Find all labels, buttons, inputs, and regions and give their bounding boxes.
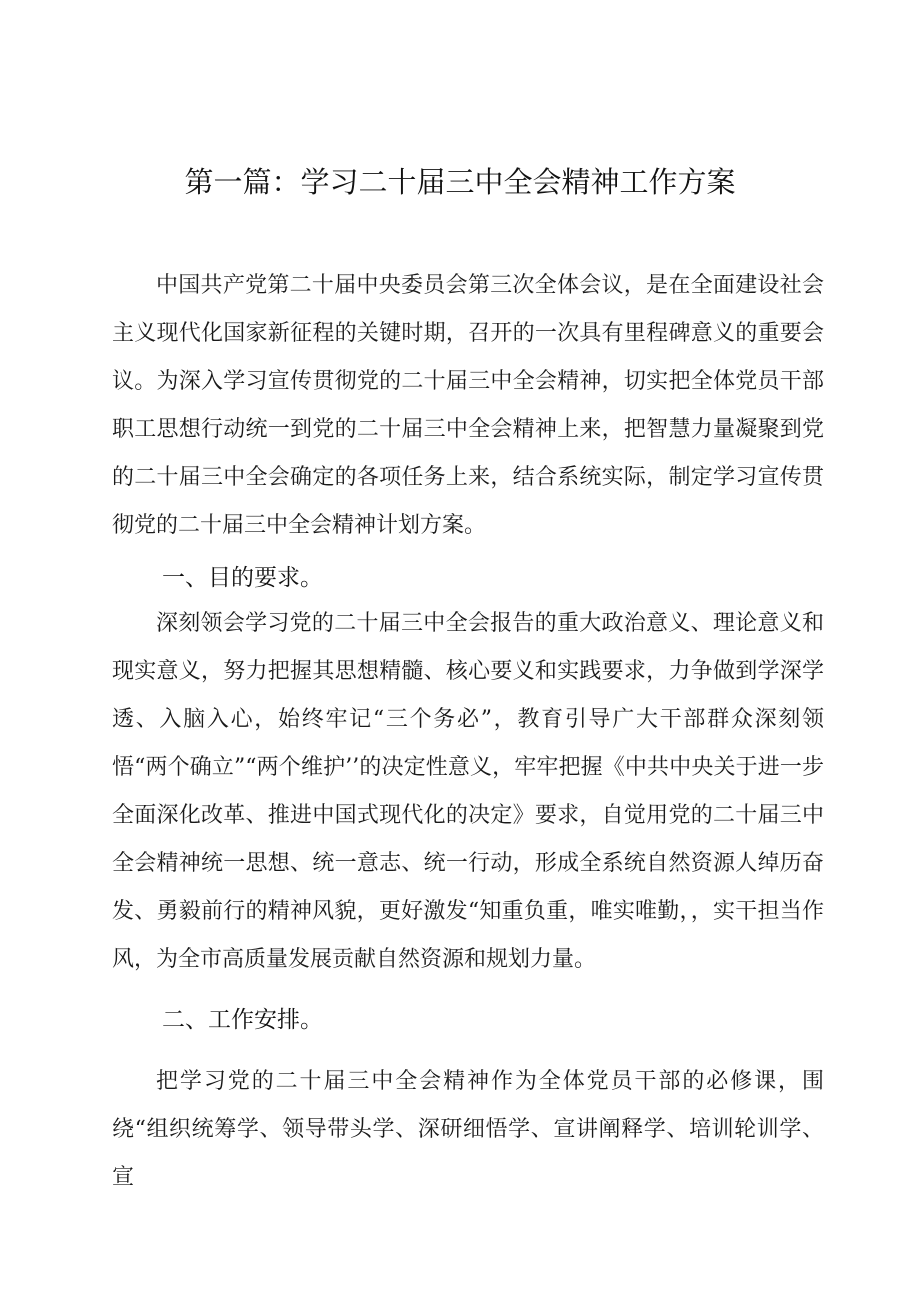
document-title: 第一篇：学习二十届三中全会精神工作方案	[184, 165, 736, 199]
arrangement-paragraph: 把学习党的二十届三中全会精神作为全体党员干部的必修课，围绕“组织统筹学、领导带头学、深研细悟学、宣讲阐释学、培训轮训学、宣	[112, 1069, 824, 1190]
section-heading-arrangement: 二、工作安排。	[162, 1007, 323, 1033]
section-heading-purpose: 一、目的要求。	[162, 565, 323, 591]
intro-paragraph: 中国共产党第二十届中央委员会第三次全体会议，是在全面建设社会主义现代化国家新征程的关键时期，召开的一次具有里程碑意义的重要会议。为深入学习宣传贯彻党的二十届三中全会精神，切实把全体党员干部职工思想行动统一到党的二十届三中全会精神上来，把智慧力量凝聚到党的二十届三中全会确定的各项任务上来，结合系统实际，制定学习宣传贯彻党的二十届三中全会精神计划方案。	[112, 273, 824, 538]
purpose-paragraph: 深刻领会学习党的二十届三中全会报告的重大政治意义、理论意义和现实意义，努力把握其思想精髓、核心要义和实践要求，力争做到学深学透、入脑入心，始终牢记“三个务必”，教育引导广大干部群众深刻领悟“两个确立”“两个维护’’的决定性意义，牢牢把握《中共中央关于进一步全面深化改革、推进中国式现代化的决定》要求，自觉用党的二十届三中全会精神统一思想、统一意志、统一行动，形成全系统自然资源人绰历奋发、勇毅前行的精神风貌，更好激发“知重负重，唯实唯勤，，实干担当作风，为全市高质量发展贡献自然资源和规划力量。	[112, 611, 824, 972]
